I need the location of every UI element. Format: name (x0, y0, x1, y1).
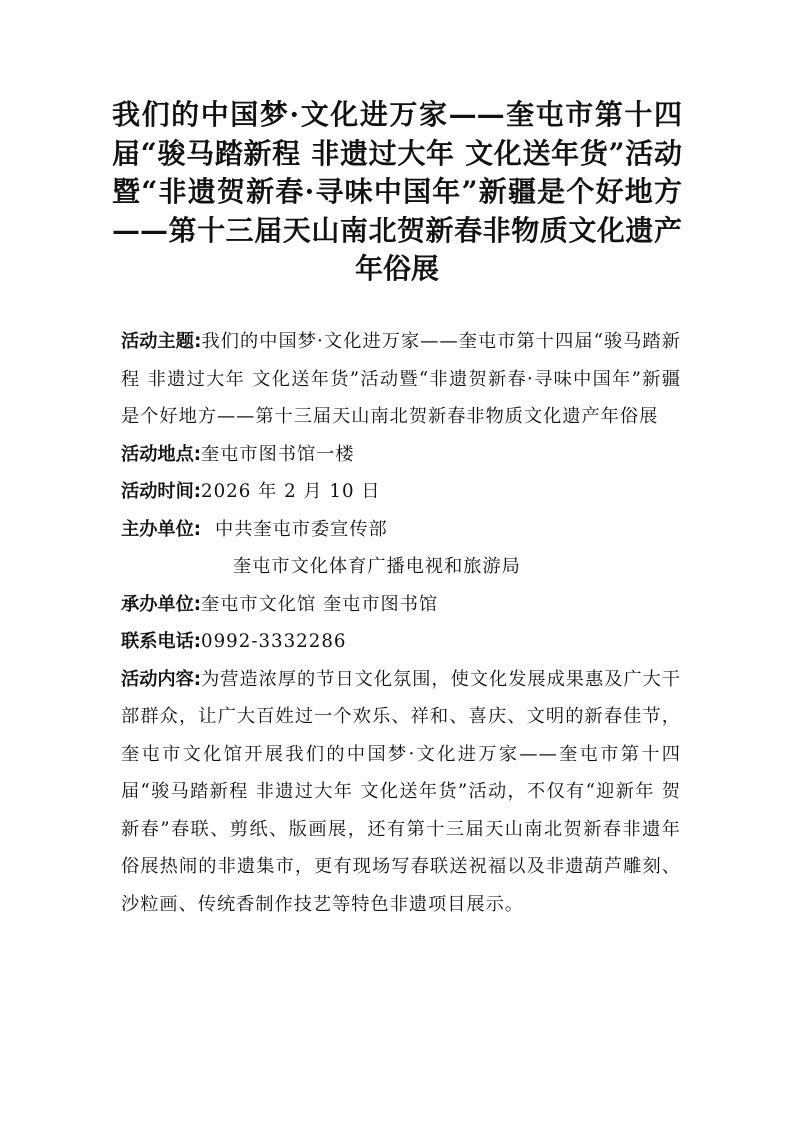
phone-value: 0992-3332286 (201, 631, 347, 652)
theme-value: 我们的中国梦·文化进万家——奎屯市第十四届“骏马踏新程 非遗过大年 文化送年货”活动暨“非遗贺新春·寻味中国年”新疆是个好地方——第十三届天山南北贺新春非物质文化遗产年俗展 (121, 331, 681, 427)
host-label: 主办单位: (121, 518, 202, 540)
organizer-label: 承办单位: (121, 593, 202, 615)
host-value-2: 奎屯市文化体育广播电视和旅游局 (233, 556, 521, 577)
location-paragraph (121, 436, 681, 474)
organizer-value: 奎屯市文化馆 奎屯市图书馆 (201, 593, 439, 615)
content-value: 为营造浓厚的节日文化氛围，使文化发展成果惠及广大干部群众，让广大百姓过一个欢乐、祥和、喜庆、文明的新春佳节，奎屯市文化馆开展我们的中国梦·文化进万家——奎屯市第十四届“骏马踏新程 非遗过大年 文化送年货”活动，不仅有“迎新年 贺新春”春联、剪纸、版画展，还有第十三届天山南北贺新春非遗年俗展热闹的非遗集市，更有现场写春联送祝福以及非遗葫芦雕刻、沙粒画、传统香制作技艺等特色非遗项目展示。 (121, 668, 681, 915)
time-paragraph (121, 473, 681, 511)
content-label: 活动内容: (121, 668, 202, 690)
host-value-1: 中共奎屯市委宣传部 (215, 518, 388, 540)
theme-label: 活动主题: (121, 331, 202, 352)
host-paragraph-2 (121, 548, 681, 586)
phone-label: 联系电话: (121, 631, 202, 652)
content-paragraph (121, 661, 681, 924)
location-value: 奎屯市图书馆一楼 (201, 443, 355, 465)
time-value: 2026 年 2 月 10 日 (201, 481, 381, 502)
theme-paragraph (121, 323, 681, 436)
document-body (121, 323, 681, 923)
time-label: 活动时间: (121, 481, 202, 502)
organizer-paragraph (121, 586, 681, 624)
phone-paragraph (121, 623, 681, 661)
document-title: 我们的中国梦·文化进万家——奎屯市第十四届“骏马踏新程 非遗过大年 文化送年货”活动暨“非遗贺新春·寻味中国年”新疆是个好地方——第十三届天山南北贺新春非物质文化遗产年俗展 (112, 98, 682, 285)
host-paragraph (121, 511, 681, 549)
location-label: 活动地点: (121, 443, 202, 465)
